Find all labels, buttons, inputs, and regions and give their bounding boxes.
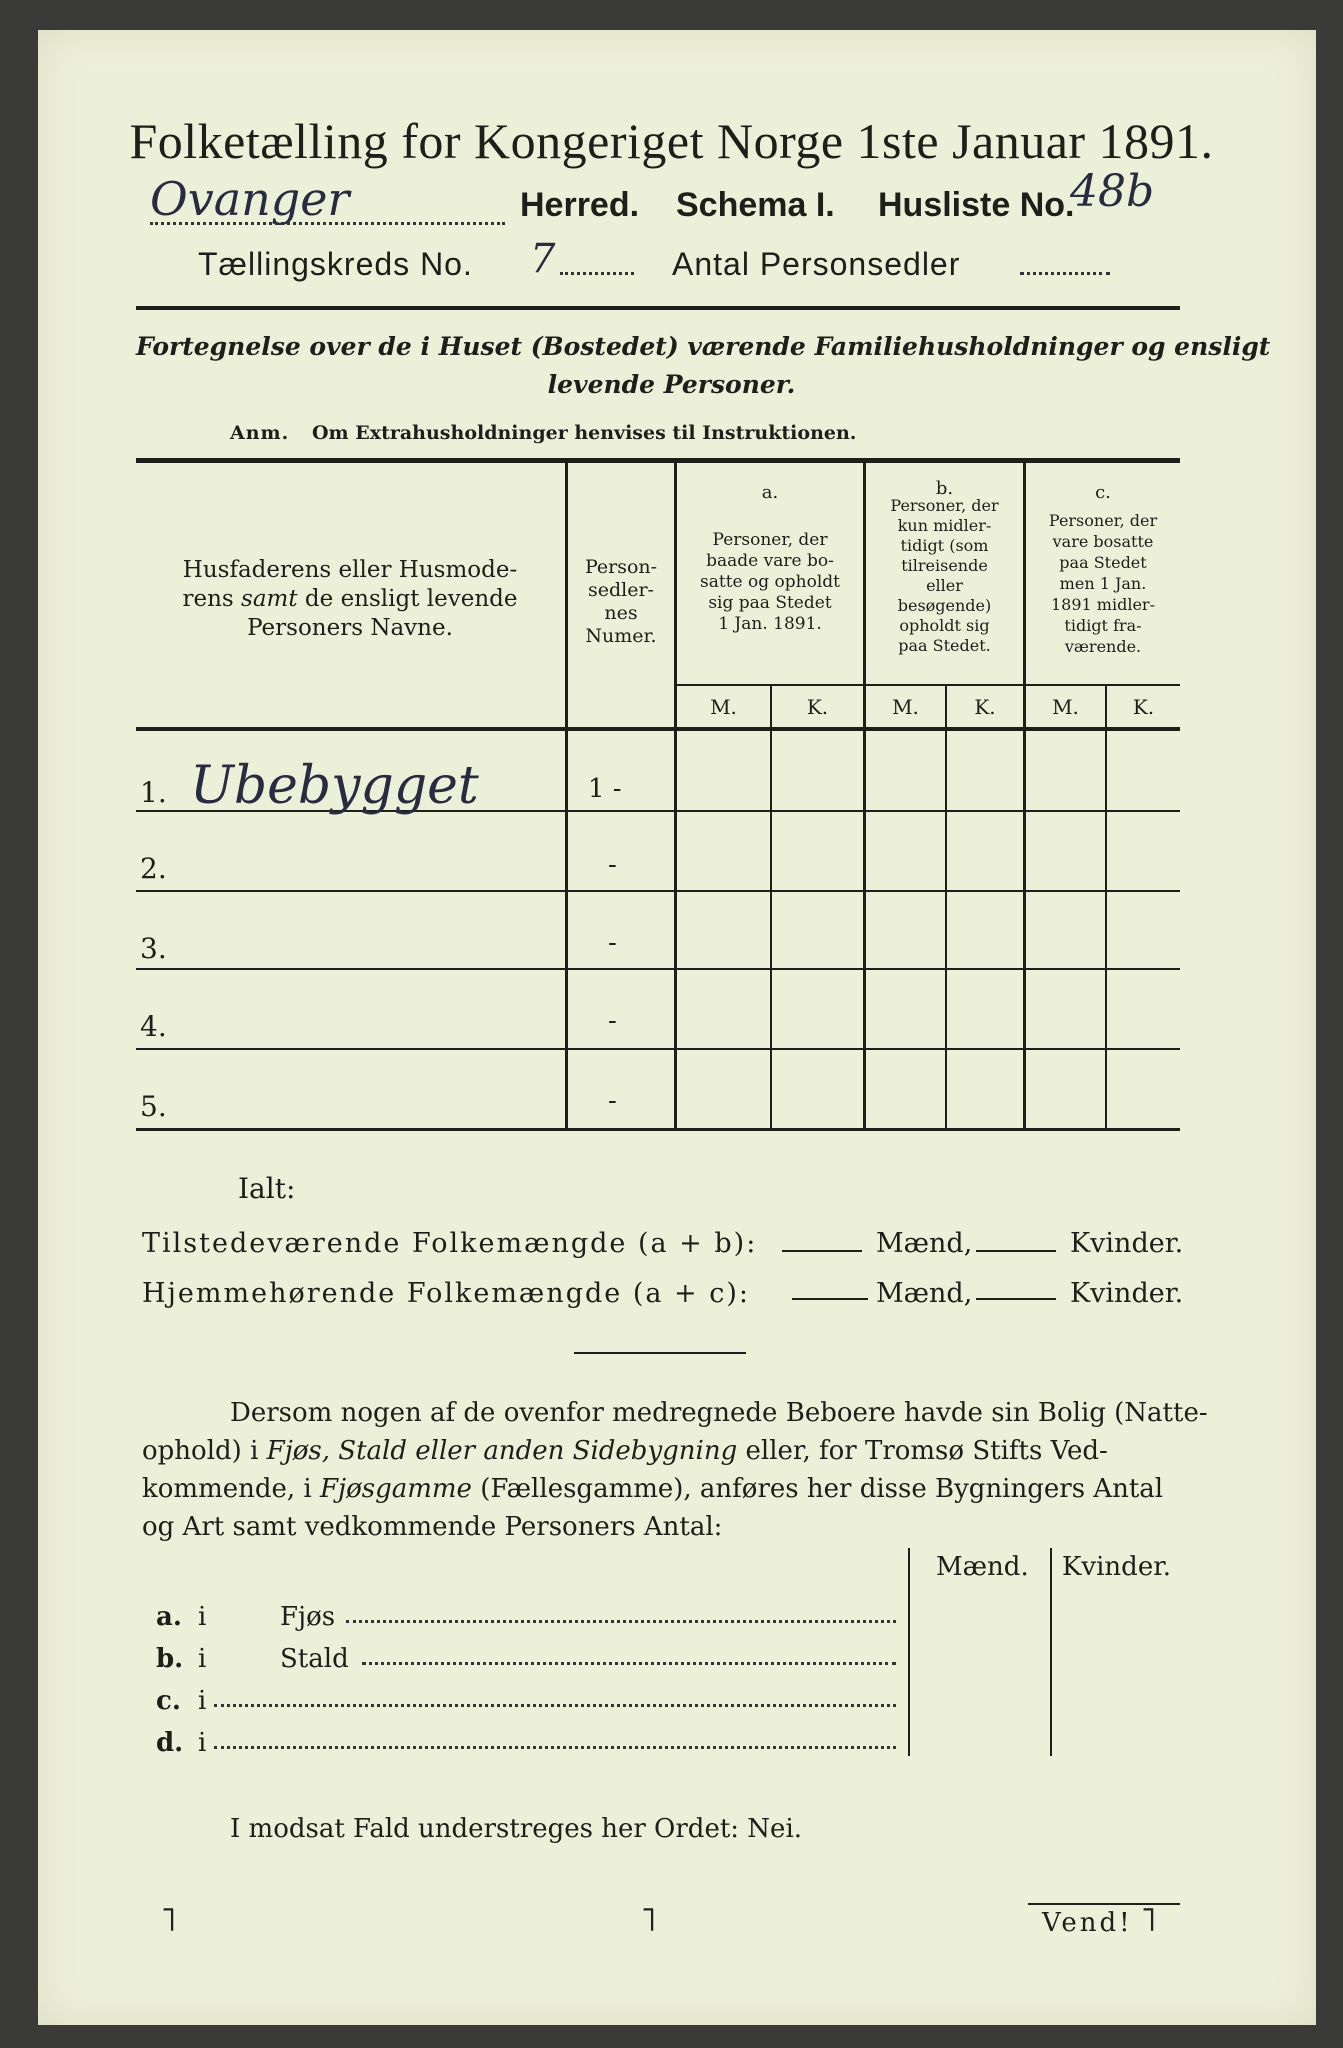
col-c-line7: værende. (1064, 637, 1142, 656)
tilstede-kvinder: Kvinder. (1070, 1228, 1184, 1259)
col-c-line3: paa Stedet (1059, 553, 1147, 572)
bldg-b-i: i (198, 1644, 207, 1674)
col-a-line5: 1 Jan. 1891. (718, 614, 822, 634)
row2-number: 2. (140, 852, 167, 885)
row1-sedel: 1 - (588, 774, 622, 804)
tilstede-kvinder-blank (976, 1250, 1056, 1252)
corner-mark-middle: ˥ (640, 1900, 657, 1940)
corner-mark-left: ˥ (160, 1900, 177, 1940)
buildings-divider-left (908, 1548, 910, 1756)
corner-mark-right: ˥ (1140, 1900, 1157, 1940)
census-sheet (38, 30, 1316, 2025)
para-line3 (142, 1474, 1163, 1504)
col-b-line1: Personer, der (890, 496, 999, 515)
col-name-line2b: samt (241, 586, 298, 612)
col-name-line3: Personers Navne. (247, 615, 453, 641)
bldg-d-dots (214, 1746, 896, 1749)
col-a-line2: baade vare bo- (706, 551, 834, 571)
bldg-b-label: Stald (280, 1644, 349, 1674)
divider-c-mk (1105, 686, 1107, 1128)
para-line2b: Fjøs, Stald eller anden Sidebygning (266, 1436, 738, 1466)
bldg-d-i: i (198, 1728, 207, 1758)
col-b-line2: kun midler- (897, 516, 992, 535)
ialt-label: Ialt: (238, 1172, 296, 1205)
col-c-line6: tidigt fra- (1064, 616, 1142, 635)
col-c-line4: men 1 Jan. (1059, 574, 1147, 593)
anm-text: Om Extrahusholdninger henvises til Instruktionen. (312, 422, 857, 444)
col-b-line7: opholdt sig (899, 616, 990, 635)
bldg-b-dots (362, 1662, 896, 1665)
municipality-handwritten: Ovanger (150, 172, 350, 226)
kreds-dotline (560, 272, 634, 275)
col-b-letter: b. (935, 478, 954, 499)
kreds-label: Tællingskreds No. (198, 246, 473, 282)
row1-name: Ubebygget (190, 756, 479, 816)
row5-number: 5. (140, 1090, 167, 1123)
antal-label: Antal Personsedler (672, 246, 961, 282)
col-a-line3: satte og opholdt (700, 572, 840, 592)
col-num-header (568, 556, 674, 648)
hjemme-kvinder-blank (976, 1298, 1056, 1300)
intro-line1: Fortegnelse over de i Huset (Bostedet) værende Familiehusholdninger og ensligt (136, 332, 1271, 361)
buildings-divider-right (1050, 1548, 1052, 1756)
bldg-c-letter: c. (156, 1686, 181, 1716)
c-k-label: K. (1132, 695, 1155, 719)
kreds-value: 7 (530, 236, 556, 282)
anm-label: Anm. (230, 422, 290, 444)
col-b-line5: eller (926, 576, 963, 595)
col-a-letter: a. (761, 482, 779, 503)
husliste-label: Husliste No. (878, 186, 1075, 224)
buildings-kvinder-header: Kvinder. (1062, 1552, 1172, 1582)
col-c-line2: vare bosatte (1052, 532, 1154, 551)
c-m-label: M. (1052, 695, 1079, 719)
row2-line (136, 890, 1180, 892)
table-bottom-rule (136, 1128, 1180, 1131)
hjemme-kvinder: Kvinder. (1070, 1278, 1184, 1309)
col-name-line1: Husfaderens eller Husmode- (182, 557, 518, 583)
b-m-label: M. (892, 695, 919, 719)
row4-sedel: - (608, 1006, 617, 1036)
para-line3c: (Fællesgamme), anføres her disse Bygningers Antal (471, 1474, 1164, 1504)
bldg-c-dots (214, 1704, 896, 1707)
col-a-header (677, 530, 863, 635)
col-b-header (866, 496, 1023, 656)
tilstede-label: Tilstedeværende Folkemængde (a + b): (142, 1228, 758, 1259)
a-m-label: M. (710, 695, 737, 719)
col-b-line6: besøgende) (897, 596, 992, 615)
row3-sedel: - (608, 928, 617, 958)
form-title: Folketælling for Kongeriget Norge 1ste Januar 1891. (129, 113, 1214, 169)
para-line3b: Fjøsgamme (320, 1474, 472, 1504)
intro-line2: levende Personer. (547, 370, 796, 399)
row1-number: 1. (140, 776, 167, 809)
col-c-letter: c. (1095, 482, 1111, 503)
a-k-label: K. (806, 695, 829, 719)
para-line4: og Art samt vedkommende Personers Antal: (142, 1512, 723, 1542)
schema-label: Schema I. (676, 186, 835, 224)
herred-label: Herred. (520, 186, 640, 224)
para-line3a: kommende, i (142, 1474, 320, 1504)
bldg-a-label: Fjøs (280, 1602, 336, 1632)
divider-b-mk (945, 686, 947, 1128)
buildings-maend-header: Mænd. (936, 1552, 1029, 1582)
col-a-line4: sig paa Stedet (708, 593, 832, 613)
hjemme-maend: Mænd, (876, 1278, 973, 1309)
col-name-line2 (150, 585, 550, 614)
bldg-a-letter: a. (156, 1602, 182, 1632)
col-b-line4: tilreisende (901, 556, 988, 575)
col-name-line2c: de ensligt levende (297, 586, 518, 612)
col-b-line8: paa Stedet. (898, 636, 991, 655)
bldg-b-letter: b. (156, 1644, 184, 1674)
col-name-header (150, 556, 550, 643)
vend-label: Vend! (1042, 1908, 1133, 1938)
col-name-line2a: rens (182, 586, 242, 612)
col-c-line5: 1891 midler- (1051, 595, 1155, 614)
row3-number: 3. (140, 932, 167, 965)
col-c-line1: Personer, der (1048, 511, 1158, 530)
para-line1: Dersom nogen af de ovenfor medregnede Beboere havde sin Bolig (Natte- (230, 1398, 1208, 1428)
row4-line (136, 1048, 1180, 1050)
header-rule (136, 306, 1180, 310)
husliste-value: 48b (1070, 166, 1155, 217)
row2-sedel: - (608, 850, 617, 880)
vend-rule (1028, 1903, 1180, 1905)
antal-dotline (1020, 272, 1110, 275)
col-b-line3: tidigt (som (900, 536, 989, 555)
para-line2c: eller, for Tromsø Stifts Ved- (737, 1436, 1108, 1466)
col-num-line2: sedler- (588, 579, 654, 601)
tilstede-maend-blank (782, 1250, 862, 1252)
col-num-line4: Numer. (585, 625, 657, 647)
b-k-label: K. (974, 695, 996, 719)
col-c-header (1026, 510, 1180, 657)
bldg-d-letter: d. (156, 1728, 184, 1758)
separator-rule (574, 1352, 746, 1354)
col-num-line3: nes (604, 602, 638, 624)
col-num-line1: Person- (584, 556, 658, 578)
hjemme-label: Hjemmehørende Folkemængde (a + c): (142, 1278, 750, 1309)
bldg-a-i: i (198, 1602, 207, 1632)
para-line2a: ophold) i (142, 1436, 267, 1466)
col-a-line1: Personer, der (712, 530, 828, 550)
row4-number: 4. (140, 1010, 167, 1043)
hjemme-maend-blank (792, 1298, 868, 1300)
para-line2 (142, 1436, 1108, 1466)
bldg-c-i: i (198, 1686, 207, 1716)
tilstede-maend: Mænd, (876, 1228, 973, 1259)
row5-sedel: - (608, 1086, 617, 1116)
divider-a-mk (770, 686, 772, 1128)
municipality-dotline (150, 222, 505, 225)
row3-line (136, 968, 1180, 970)
bldg-a-dots (346, 1620, 896, 1623)
footer-note: I modsat Fald understreges her Ordet: Nei. (230, 1814, 803, 1844)
